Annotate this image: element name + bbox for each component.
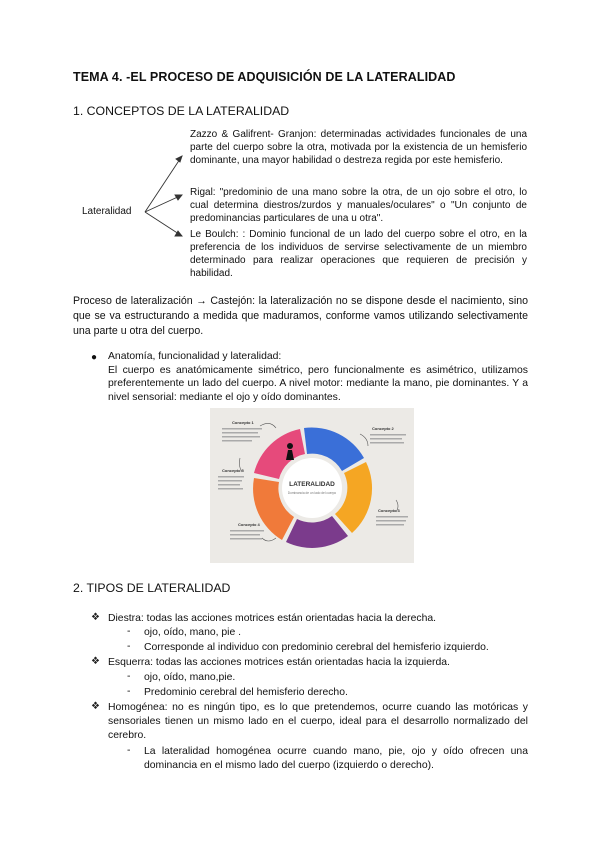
bullet-dot: ● [91,352,98,363]
bullet-body: El cuerpo es anatómicamente simétrico, pero funcionalmente es asimétrico, utilizamos preferentemente un lado del cuerpo. A nivel motor: mediante la mano, pie dominantes. Y a nivel sensorial: mediante el ojo y oído dominantes. [108,364,528,403]
sub-homogenea-1: La lateralidad homogénea ocurre cuando mano, pie, ojo y oído ofrecen una dominancia en el mismo lado del cuerpo (izquierdo o derecho). [144,746,528,771]
diamond-bullet-icon: ❖ [91,656,100,667]
dash-icon: - [127,745,131,756]
dash-icon: - [127,641,131,652]
dash-icon: - [127,686,131,697]
figure-label-3: Concepto 3 [378,508,400,513]
diamond-bullet-icon: ❖ [91,612,100,623]
figure-center-sub: Dominancia de un lado del cuerpo [287,491,337,495]
definition-rigal: Rigal: "predominio de una mano sobre la otra, de un ojo sobre el otro, lo cual determina diestros/zurdos y manuales/oculares" o "Un conjunto de predominancias particulares de una u otra". [190,187,527,224]
figure-label-1: Concepto 1 [232,420,254,425]
lateralidad-figure [210,408,414,563]
sub-diestra-1: ojo, oído, mano, pie . [144,627,242,638]
sub-esquerra-1: ojo, oído, mano,pie. [144,672,236,683]
segment-2 [335,462,372,533]
dash-icon: - [127,671,131,682]
definition-zazzo: Zazzo & Galifrent- Granjon: determinadas actividades funcionales de una parte del cuerpo sobre la otra, motivada por la existencia de un hemisferio dominante, una mayor habilidad o destreza regida por este hemisferio. [190,129,527,166]
cycle-diagram [210,408,414,563]
page-title: TEMA 4. -EL PROCESO DE ADQUISICIÓN DE LA LATERALIDAD [73,70,456,84]
sub-esquerra-2: Predominio cerebral del hemisferio derecho. [144,687,348,698]
brace-arrows [140,140,190,280]
bullet-title: Anatomía, funcionalidad y lateralidad: [108,351,282,362]
figure-label-5: Concepto 5 [222,468,244,473]
definition-le-boulch: Le Boulch: : Dominio funcional de un lado del cuerpo sobre el otro, en la preferencia de los individuos de servirse selectivamente de un miembro determinado para realizar operaciones que requieren de precisión y habilidad. [190,229,527,279]
section2-heading: 2. TIPOS DE LATERALIDAD [73,581,231,595]
figure-center-title: LATERALIDAD [289,481,335,488]
figure-label-4: Concepto 4 [238,522,260,527]
item-esquerra: Esquerra: todas las acciones motrices están orientadas hacia la izquierda. [108,657,450,668]
section1-heading: 1. CONCEPTOS DE LA LATERALIDAD [73,104,290,118]
sub-diestra-2: Corresponde al individuo con predominio cerebral del hemisferio izquierdo. [144,642,489,653]
figure-label-2: Concepto 2 [372,426,394,431]
item-diestra: Diestra: todas las acciones motrices están orientadas hacia la derecha. [108,613,437,624]
segment-3 [286,516,348,548]
item-homogenea: Homogénea: no es ningún tipo, es lo que pretendemos, ocurre cuando las motóricas y sensoriales tienen un mismo lado en el cuerpo, ideal para el desarrollo normalizado del cerebro. [108,702,528,741]
lateralization-paragraph: Proceso de lateralización → Castejón: la lateralización no se dispone desde el nacimiento, sino que se va estructurando a medida que maduramos, conforme vamos utilizando selectivamente una parte u otra del cuerpo. [73,295,528,337]
diagram-center-label: Lateralidad [82,206,132,217]
diamond-bullet-icon: ❖ [91,701,100,712]
bullet-anatomia [108,350,528,404]
dash-icon: - [127,626,131,637]
